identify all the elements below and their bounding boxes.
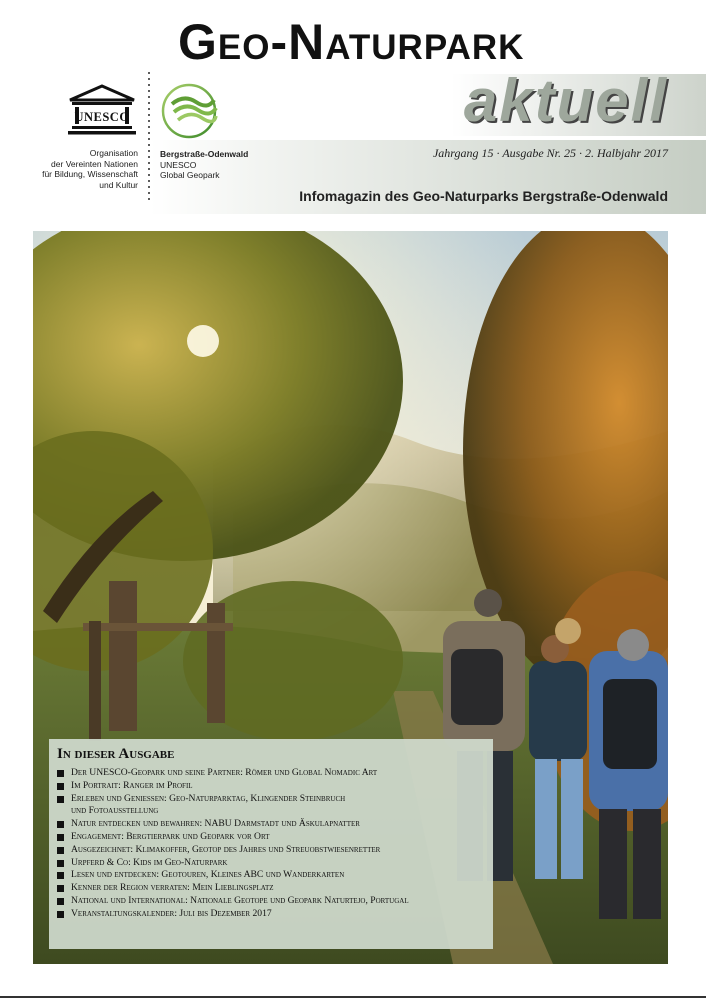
magazine-title: Geo-Naturpark (178, 14, 525, 70)
unesco-temple-icon (66, 84, 138, 136)
toc-item-text: Ausgezeichnet: Klimakoffer, Geotop des Jahres und Streuobstwiesenretter (71, 843, 381, 855)
toc-item (57, 857, 485, 870)
square-bullet-icon (57, 911, 64, 918)
magazine-subtitle-aktuell: aktuell (463, 67, 668, 134)
toc-item (57, 780, 485, 793)
unesco-caption (30, 148, 138, 190)
square-bullet-icon (57, 821, 64, 828)
magazine-tagline: Infomagazin des Geo-Naturparks Bergstraße-Odenwald (299, 188, 668, 204)
toc-item-text: Veranstaltungskalender: Juli bis Dezember 2017 (71, 907, 272, 919)
square-bullet-icon (57, 796, 64, 803)
toc-heading: In dieser Ausgabe (57, 746, 175, 762)
toc-item-text: Der UNESCO-Geopark und seine Partner: Römer und Global Nomadic Art (71, 767, 378, 778)
toc-item (57, 844, 485, 857)
geopark-name: Bergstraße-Odenwald (160, 149, 249, 159)
toc-item-text: Urpferd & Co: Kids im Geo-Naturpark (71, 856, 228, 868)
toc-item (57, 908, 485, 921)
toc-item-text: Im Portrait: Ranger im Profil (71, 779, 193, 791)
issue-line: Jahrgang 15 · Ausgabe Nr. 25 · 2. Halbjahr 2017 (432, 146, 668, 160)
geopark-line-global: Global Geopark (160, 170, 220, 180)
toc-item (57, 895, 485, 908)
footer-rule (0, 996, 706, 998)
square-bullet-icon (57, 770, 64, 777)
toc-item (57, 882, 485, 895)
toc-item-text: Erleben und Geniessen: Geo-Naturparktag, Klingender Steinbruch (71, 792, 346, 804)
square-bullet-icon (57, 872, 64, 879)
square-bullet-icon (57, 898, 64, 905)
toc-item-text: Lesen und entdecken: Geotouren, Kleines ABC und Wanderkarten (71, 869, 345, 881)
dotted-divider (148, 70, 150, 200)
geopark-line-unesco: UNESCO (160, 159, 197, 170)
square-bullet-icon (57, 834, 64, 841)
toc-list (57, 767, 485, 921)
toc-item-text: National und International: Nationale Geotope und Geopark Naturtejo, Portugal (71, 894, 409, 906)
toc-item-text: Engagement: Bergtierpark und Geopark vor Ort (71, 830, 270, 842)
toc-item-text: Natur entdecken und bewahren: NABU Darmstadt und Äskulapnatter (71, 818, 360, 830)
table-of-contents (49, 739, 493, 949)
unesco-logo-text: UNESCO (74, 110, 130, 124)
toc-item (57, 818, 485, 831)
toc-item (57, 793, 485, 819)
square-bullet-icon (57, 860, 64, 867)
unesco-caption-line: Organisation (89, 148, 138, 158)
toc-item (57, 831, 485, 844)
geopark-caption (160, 149, 280, 181)
square-bullet-icon (57, 885, 64, 892)
geopark-logo-icon (160, 82, 218, 140)
toc-item (57, 767, 485, 780)
unesco-caption-line: für Bildung, Wissenschaft (42, 169, 138, 179)
unesco-caption-line: und Kultur (99, 179, 138, 190)
toc-item (57, 869, 485, 882)
square-bullet-icon (57, 847, 64, 854)
toc-item-text: Kenner der Region verraten: Mein Lieblingsplatz (71, 882, 274, 894)
unesco-caption-line: der Vereinten Nationen (51, 158, 138, 169)
square-bullet-icon (57, 783, 64, 790)
toc-item-continuation: und Fotoausstellung (71, 805, 159, 817)
